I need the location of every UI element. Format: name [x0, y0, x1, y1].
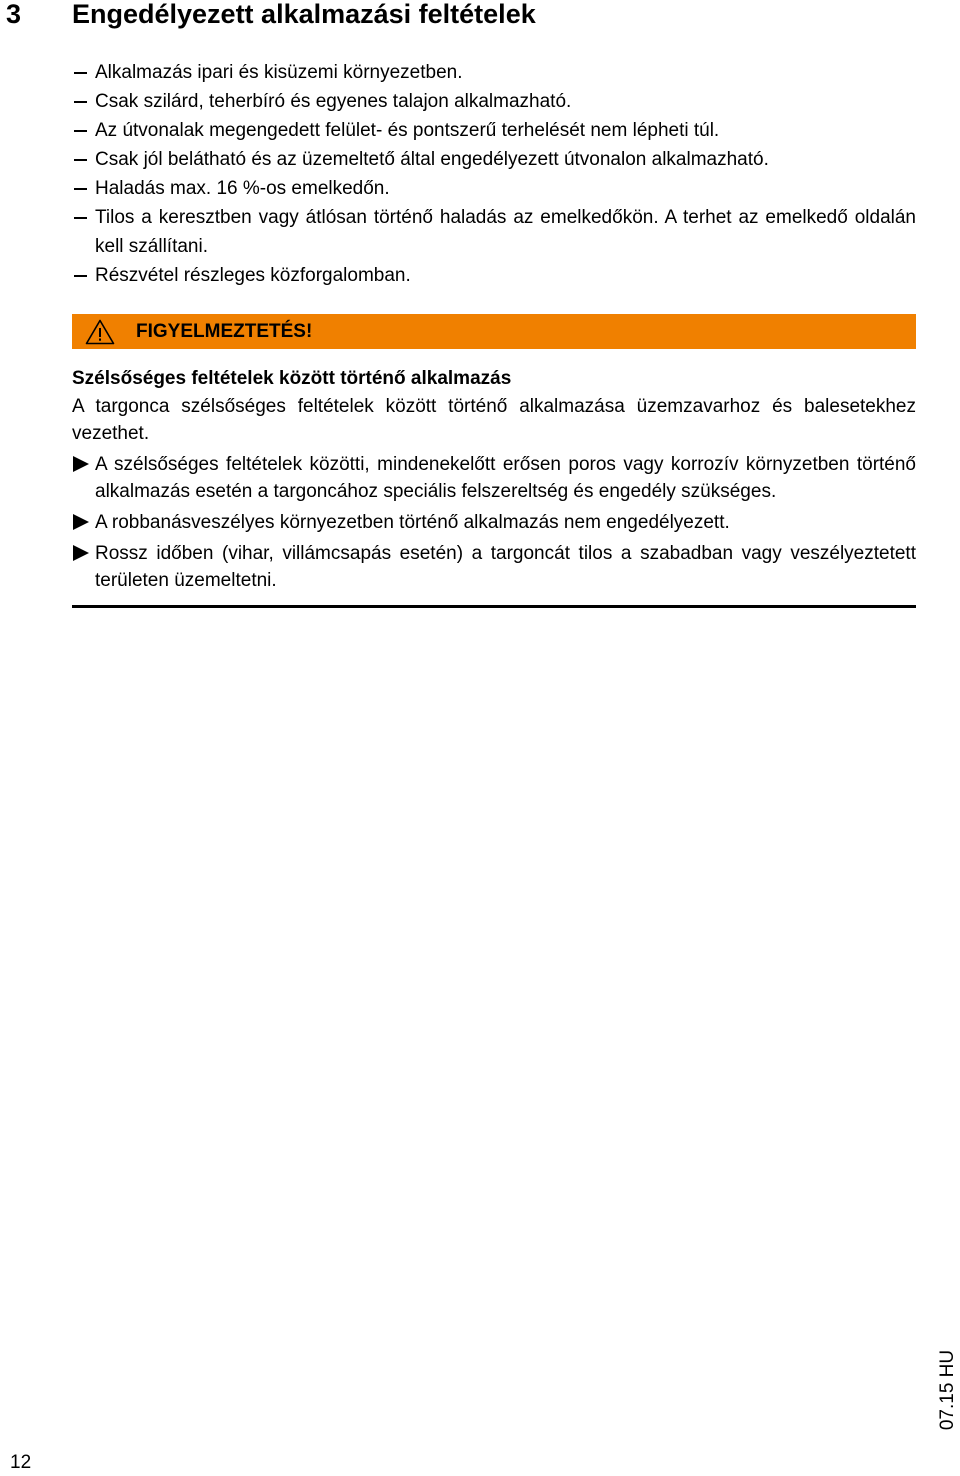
- dash-bullet-icon: [74, 130, 87, 132]
- dash-bullet-icon: [74, 188, 87, 190]
- arrow-bullet-icon: [73, 545, 89, 561]
- section-number: 3: [6, 0, 22, 29]
- warning-label: FIGYELMEZTETÉS!: [136, 321, 313, 342]
- conditions-list: [72, 58, 916, 290]
- page-content: [72, 58, 916, 608]
- list-item: [72, 58, 916, 87]
- warning-triangle-icon: [85, 319, 115, 345]
- arrow-bullet-icon: [73, 514, 89, 530]
- warning-body: A targonca szélsőséges feltételek között történő alkalmazása üzemzavarhoz és balesetekhez vezethet.: [72, 396, 916, 444]
- list-item-text: Alkalmazás ipari és kisüzemi környezetben.: [95, 62, 463, 83]
- instruction-text: A robbanásveszélyes környezetben történő alkalmazás nem engedélyezett.: [95, 512, 730, 533]
- warning-title: Szélsőséges feltételek között történő alkalmazás: [72, 368, 512, 389]
- list-item: [72, 87, 916, 116]
- list-item-text: Csak jól belátható és az üzemeltető által engedélyezett útvonalon alkalmazható.: [95, 149, 769, 170]
- instruction-text: A szélsőséges feltételek közötti, mindenekelőtt erősen poros vagy korrozív környzetben történő alkalmazás esetén a targoncához speciális felszereltség és engedély szükséges.: [95, 454, 916, 502]
- list-item: [72, 116, 916, 145]
- list-item-text: Csak szilárd, teherbíró és egyenes talajon alkalmazható.: [95, 91, 572, 112]
- list-item: [72, 174, 916, 203]
- arrow-bullet-icon: [73, 456, 89, 472]
- list-item: [72, 203, 916, 261]
- instruction-text: Rossz időben (vihar, villámcsapás esetén) a targoncát tilos a szabadban vagy veszélyeztetett területen üzemeltetni.: [95, 543, 916, 591]
- list-item: [72, 145, 916, 174]
- instruction-item: [72, 509, 916, 536]
- dash-bullet-icon: [74, 72, 87, 74]
- warning-end-divider: [72, 605, 916, 608]
- page-number: 12: [10, 1452, 32, 1473]
- warning-instructions: [72, 451, 916, 594]
- list-item-text: Részvétel részleges közforgalomban.: [95, 265, 411, 286]
- dash-bullet-icon: [74, 275, 87, 277]
- list-item: [72, 261, 916, 290]
- instruction-item: [72, 451, 916, 505]
- list-item-text: Haladás max. 16 %-os emelkedőn.: [95, 178, 390, 199]
- document-date: 07.15 HU: [937, 1349, 958, 1431]
- list-item-text: Tilos a keresztben vagy átlósan történő haladás az emelkedőkön. A terhet az emelkedő oldalán kell szállítani.: [95, 207, 916, 257]
- dash-bullet-icon: [74, 159, 87, 161]
- list-item-text: Az útvonalak megengedett felület- és pontszerű terhelését nem lépheti túl.: [95, 120, 720, 141]
- instruction-item: [72, 540, 916, 594]
- dash-bullet-icon: [74, 217, 87, 219]
- warning-banner: [72, 314, 916, 349]
- section-title: Engedélyezett alkalmazási feltételek: [72, 0, 536, 29]
- dash-bullet-icon: [74, 101, 87, 103]
